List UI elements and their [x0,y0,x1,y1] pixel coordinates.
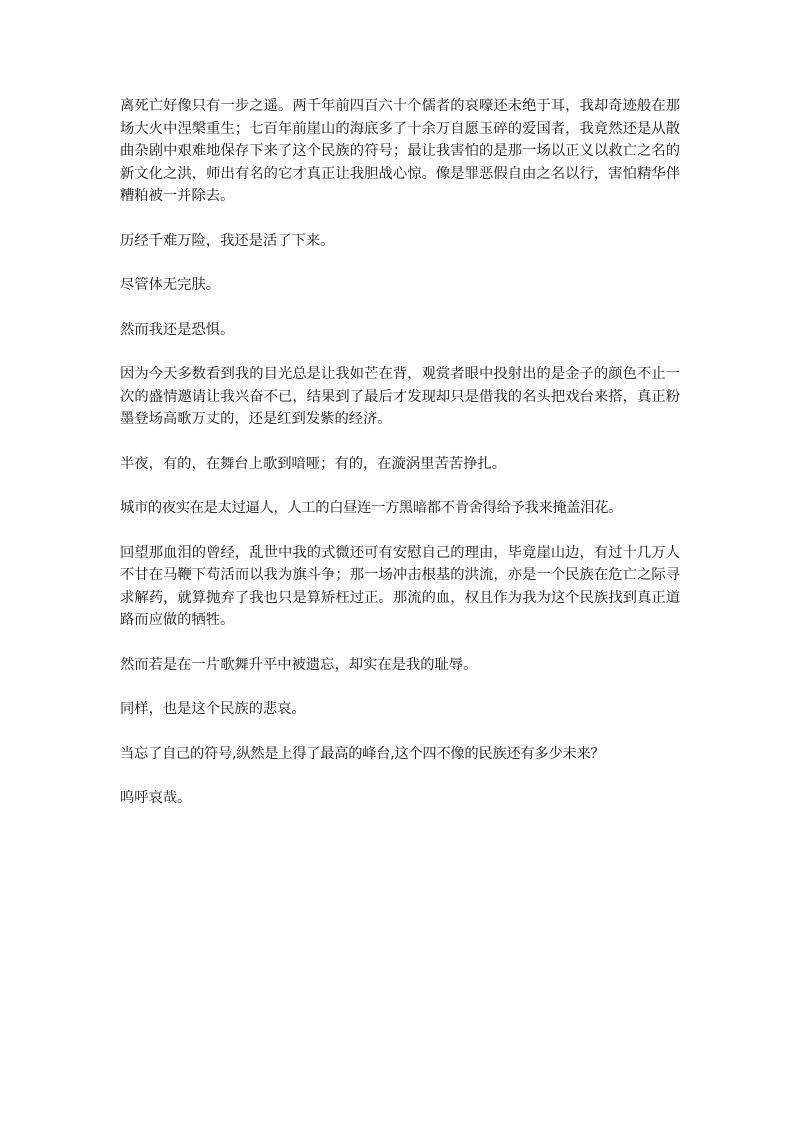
paragraph: 尽管体无完肤。 [120,277,221,293]
essay-body [120,95,680,832]
paragraph: 半夜，有的，在舞台上歌到喑哑；有的，在漩涡里苦苦挣扎。 [120,455,507,472]
paragraph: 呜呼哀哉。 [120,790,192,806]
paragraph: 城市的夜实在是太过逼人，人工的白昼连一方黑暗都不肯舍得给予我来掩盖泪花。 [120,500,623,516]
paragraph: 然而我还是恐惧。 [120,321,235,338]
paragraph: 同样，也是这个民族的悲哀。 [120,701,306,717]
paragraph: 当忘了自己的符号,纵然是上得了最高的峰台,这个四不像的民族还有多少未来？ [120,745,605,762]
paragraph: 然而若是在一片歌舞升平中被遗忘，却实在是我的耻辱。 [120,656,478,673]
paragraph: 因为今天多数看到我的目光总是让我如芒在背，观赏者眼中投射出的是金子的颜色不止一次的盛情邀请让我兴奋不已，结果到了最后才发现却只是借我的名头把戏台来搭，真正粉墨登场高歌万丈的，还是红到发紫的经济。 [120,366,680,427]
paragraph: 历经千难万险，我还是活了下来。 [120,232,335,249]
paragraph: 回望那血泪的曾经，乱世中我的式微还可有安慰自己的理由，毕竟崖山边，有过十几万人不甘在马鞭下苟活而以我为旗斗争；那一场冲击根基的洪流，亦是一个民族在危亡之际寻求解药，就算抛弃了我也只是算矫枉过正。那流的血，权且作为我为这个民族找到真正道路而应做的牺牲。 [120,544,680,628]
paragraph: 离死亡好像只有一步之遥。两千年前四百六十个儒者的哀嚎还未绝于耳，我却奇迹般在那场大火中涅槃重生；七百年前崖山的海底多了十余万自愿玉碎的爱国者，我竟然还是从散曲杂剧中艰难地保存下来了这个民族的符号；最让我害怕的是那一场以正义以救亡之名的新文化之洪，师出有名的它才真正让我胆战心惊。像是罪恶假自由之名以行，害怕精华伴糟粕被一并除去。 [120,98,680,204]
